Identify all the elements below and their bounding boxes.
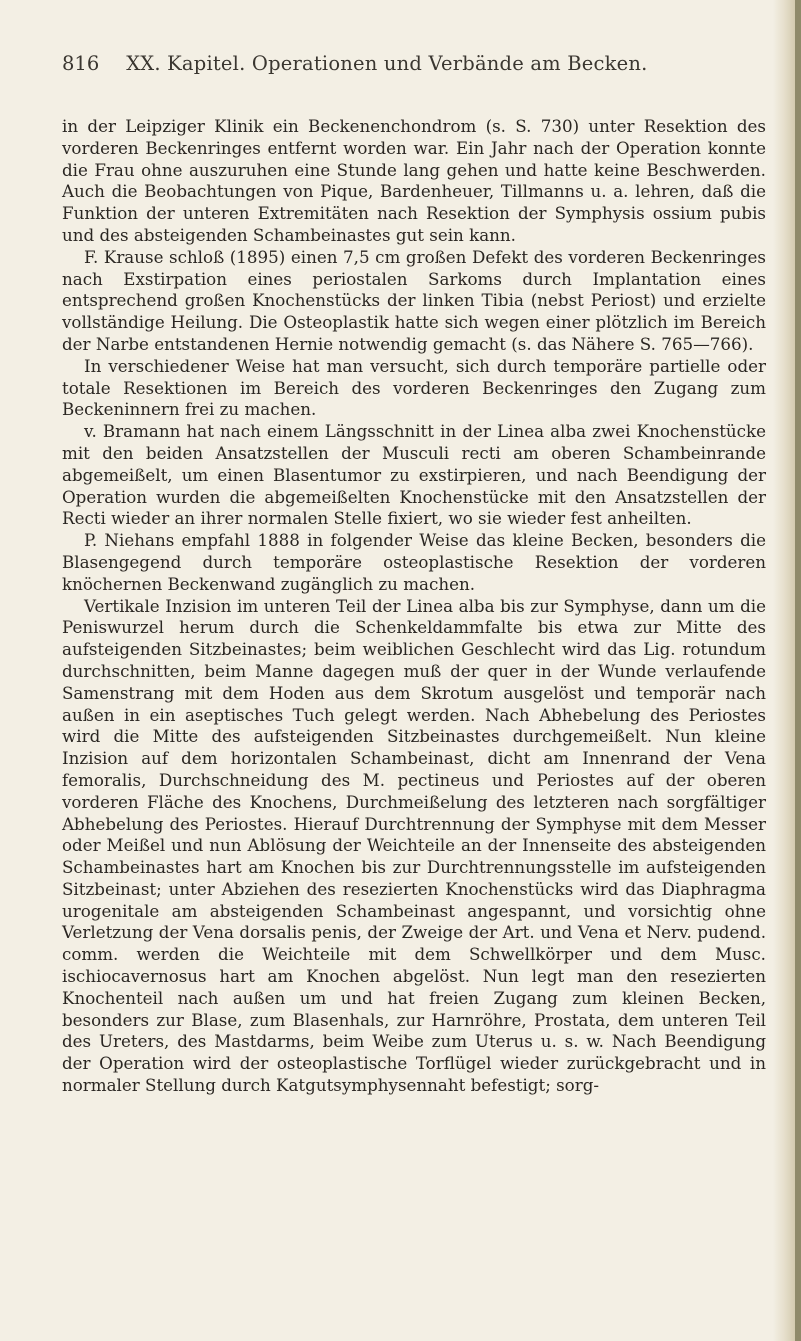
paragraph-krause: F. Krause schloß (1895) einen 7,5 cm großen Defekt des vorderen Beckenringes nach Exstirpation eines periostalen Sarkoms durch Implantation eines entsprechend großen Knochenstücks der linken Tibia (nebst Periost) und erzielte vollständige Heilung. Die Osteoplastik hatte sich wegen einer plötzlich im Bereich der Narbe entstandenen Hernie notwendig gemacht (s. das Nähere S. 765—766).	[62, 246, 766, 354]
paragraph-vertical-incision: Vertikale Inzision im unteren Teil der Linea alba bis zur Symphyse, dann um die Peniswurzel herum durch die Schenkeldammfalte bis etwa zur Mitte des aufsteigenden Sitzbeinastes; beim weiblichen Geschlecht wird das Lig. rotundum durchschnitten, beim Manne dagegen muß der quer in der Wunde verlaufende Samenstrang mit dem Hoden aus dem Skrotum ausgelöst und temporär nach außen in ein aseptisches Tuch gelegt werden. Nach Abhebelung des Periostes wird die Mitte des aufsteigenden Sitzbeinastes durchgemeißelt. Nun kleine Inzision auf dem horizontalen Schambeinast, dicht am Innenrand der Vena femoralis, Durchschneidung des M. pectineus und Periostes auf der oberen vorderen Fläche des Knochens, Durchmeißelung des letzteren nach sorgfältiger Abhebelung des Periostes. Hierauf Durchtrennung der Symphyse mit dem Messer oder Meißel und nun Ablösung der Weichteile an der Innenseite des absteigenden Schambeinastes hart am Knochen bis zur Durchtrennungsstelle im aufsteigenden Sitzbeinast; unter Abziehen des resezierten Knochenstücks wird das Diaphragma urogenitale am absteigenden Schambeinast angespannt, und vorsichtig ohne Verletzung der Vena dorsalis penis, der Zweige der Art. und Vena et Nerv. pudend. comm. werden die Weichteile mit dem Schwellkörper und dem Musc. ischiocavernosus hart am Knochen abgelöst. Nun legt man den resezierten Knochenteil nach außen um und hat freien Zugang zum kleinen Becken, besonders zur Blase, zum Blasenhals, zur Harnröhre, Prostata, dem unteren Teil des Ureters, des Mastdarms, beim Weibe zum Uterus u. s. w. Nach Beendigung der Operation wird der osteoplastische Torflügel wieder zurückgebracht und in normaler Stellung durch Katgutsymphysennaht befestigt; sorg-	[62, 595, 766, 1096]
paragraph-niehans: P. Niehans empfahl 1888 in folgender Weise das kleine Becken, besonders die Blasengegend durch temporäre osteoplastische Resektion der vorderen knöchernen Beckenwand zugänglich zu machen.	[62, 530, 766, 594]
page-number: 816	[62, 52, 100, 75]
paragraph-temporary-resection: In verschiedener Weise hat man versucht, sich durch temporäre partielle oder totale Resektionen im Bereich des vorderen Beckenringes den Zugang zum Beckeninnern frei zu machen.	[62, 355, 766, 420]
paragraph-bramann: v. Bramann hat nach einem Längsschnitt in der Linea alba zwei Knochenstücke mit den beiden Ansatzstellen der Musculi recti am oberen Schambeinrande abgemeißelt, um einen Blasentumor zu exstirpieren, und nach Beendigung der Operation wurden die abgemeißelten Knochenstücke mit den Ansatzstellen der Recti wieder an ihrer normalen Stelle fixiert, wo sie wieder fest anheilten.	[62, 421, 766, 529]
page-header	[62, 52, 762, 76]
running-head: XX. Kapitel. Operationen und Verbände am Becken.	[126, 52, 648, 75]
page-edge	[795, 0, 801, 1341]
paragraph-continuation: in der Leipziger Klinik ein Beckenenchondrom (s. S. 730) unter Resektion des vorderen Beckenringes entfernt worden war. Ein Jahr nach der Operation konnte die Frau ohne auszuruhen eine Stunde lang gehen und hatte keine Beschwerden. Auch die Beobachtungen von Pique, Bardenheuer, Tillmanns u. a. lehren, daß die Funktion der unteren Extremitäten nach Resektion der Symphysis ossium pubis und des absteigenden Schambeinastes gut sein kann.	[62, 116, 766, 245]
body-text	[62, 116, 766, 1097]
